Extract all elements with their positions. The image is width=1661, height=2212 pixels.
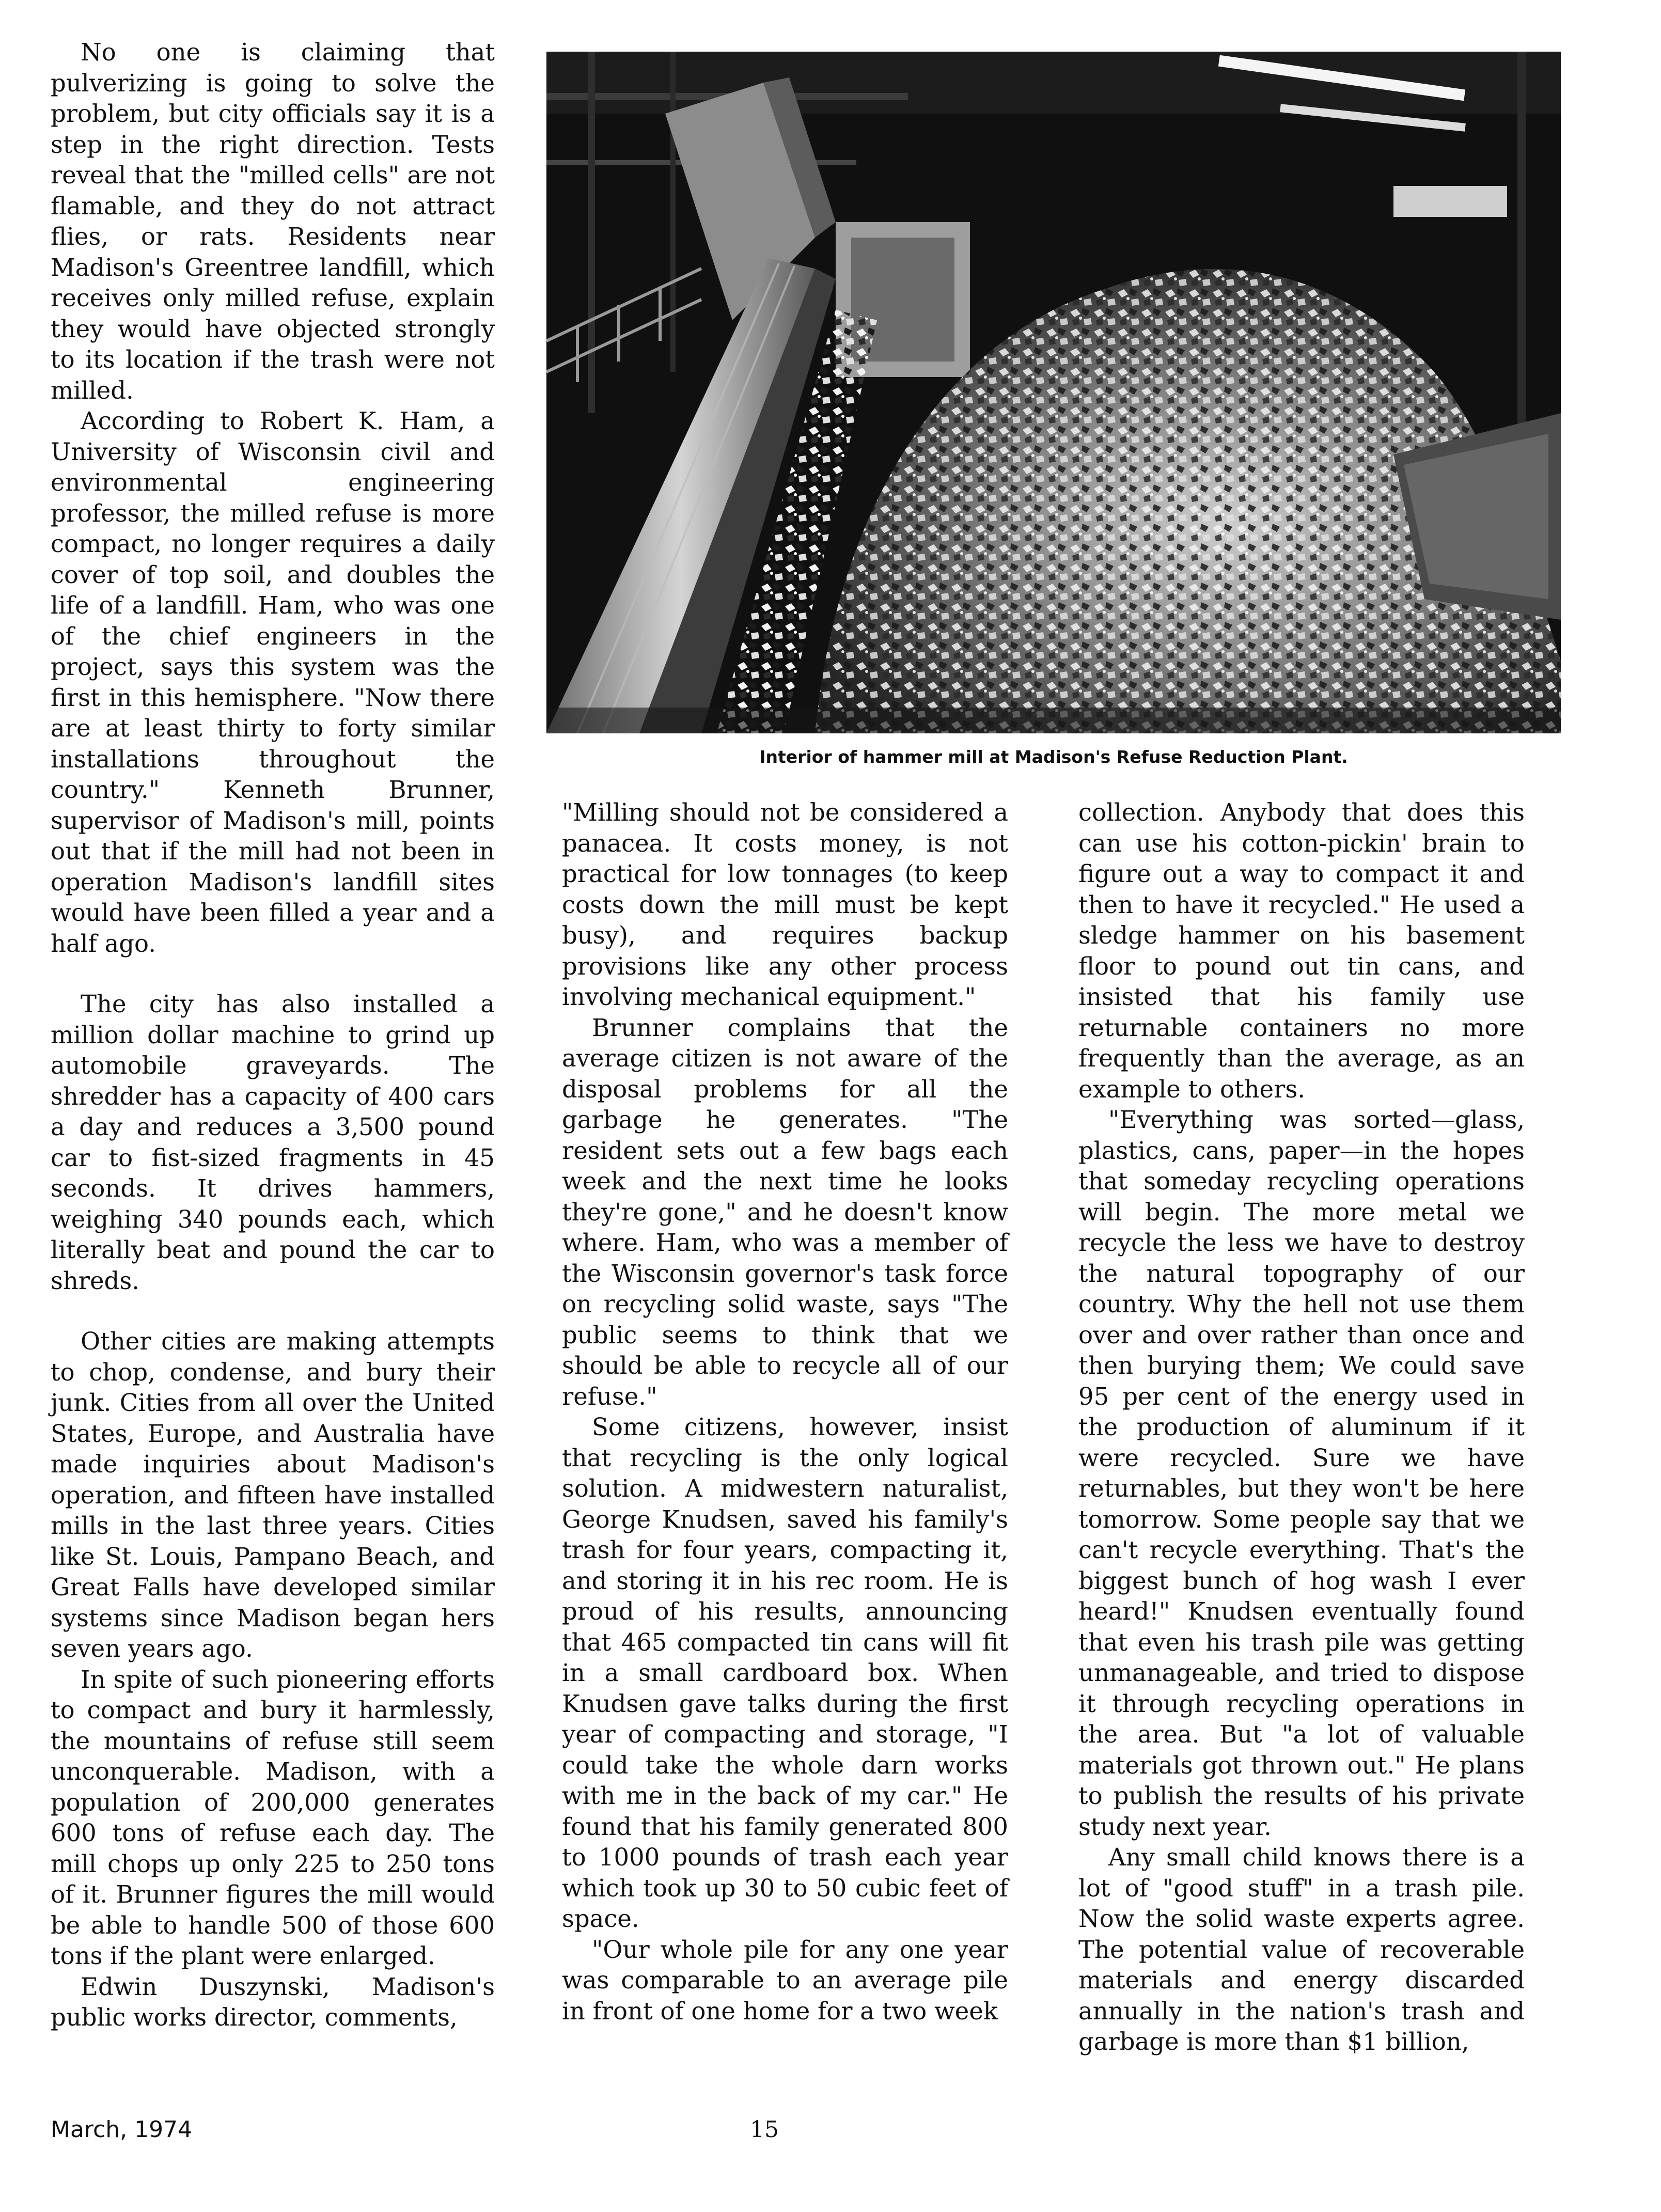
paragraph: Brunner complains that the average citizen is not aware of the disposal problems for all the garbage he generates. "The resident sets out a few bags each week and the next time he looks they're gone," and he doesn't know where. Ham, who was a member of the Wisconsin governor's task force on recycling solid waste, says "The public seems to think that we should be able to recycle all of our refuse.": [562, 1013, 1008, 1410]
page-number: 15: [750, 2116, 779, 2143]
paragraph: Other cities are making attempts to chop, condense, and bury their junk. Cities from all over the United States, Europe, and Australia have made inquiries about Madison's operation, and fifteen have installed mills in the last three years. Cities like St. Louis, Pampano Beach, and Great Falls have developed similar systems since Madison began hers seven years ago.: [51, 1327, 495, 1662]
paragraph: Any small child knows there is a lot of "good stuff" in a trash pile. Now the solid waste experts agree. The potential value of recoverable materials and energy discarded annually in the nation's trash and garbage is more than $1 billion,: [1078, 1843, 1525, 2056]
paragraph: "Our whole pile for any one year was comparable to an average pile in front of one home for a two week: [562, 1935, 1008, 2025]
paragraph: No one is claiming that pulverizing is going to solve the problem, but city officials say it is a step in the right direction. Tests reveal that the "milled cells" are not flamable, and they do not attract flies, or rats. Residents near Madison's Greentree landfill, which receives only milled refuse, explain they would have objected strongly to its location if the trash were not milled.: [51, 38, 495, 404]
paragraph: Some citizens, however, insist that recycling is the only logical solution. A midwestern naturalist, George Knudsen, saved his family's trash for four years, compacting it, and storing it in his rec room. He is proud of his results, announcing that 465 compacted tin cans will fit in a small cardboard box. When Knudsen gave talks during the first year of compacting and storage, "I could take the whole darn works with me in the back of my car." He found that his family generated 800 to 1000 pounds of trash each year which took up 30 to 50 cubic feet of space.: [562, 1413, 1008, 1933]
paragraph: "Everything was sorted—glass, plastics, cans, paper—in the hopes that someday recycling operations will begin. The more metal we recycle the less we have to destroy the natural topography of our country. Why the hell not use them over and over rather than once and then burying them; We could save 95 per cent of the energy used in the production of aluminum if it were recycled. Sure we have returnables, but they won't be here tomorrow. Some people say that we can't recycle everything. That's the biggest bunch of hog wash I ever heard!" Knudsen eventually found that even his trash pile was getting unmanageable, and tried to dispose it through recycling operations in the area. But "a lot of valuable materials got thrown out." He plans to publish the results of his private study next year.: [1078, 1106, 1525, 1841]
issue-date: March, 1974: [51, 2116, 193, 2143]
paragraph: In spite of such pioneering efforts to compact and bury it harmlessly, the mountains of refuse still seem unconquerable. Madison, with a population of 200,000 generates 600 tons of refuse each day. The mill chops up only 225 to 250 tons of it. Brunner figures the mill would be able to handle 500 of those 600 tons if the plant were enlarged.: [51, 1665, 495, 1970]
paragraph: The city has also installed a million dollar machine to grind up automobile graveyards. The shredder has a capacity of 400 cars a day and reduces a 3,500 pound car to fist-sized fragments in 45 seconds. It drives hammers, weighing 340 pounds each, which literally beat and pound the car to shreds.: [51, 990, 495, 1295]
article-column-3: [1078, 797, 1525, 2058]
photo-caption: Interior of hammer mill at Madison's Refuse Reduction Plant.: [759, 747, 1348, 767]
article-column-2: [562, 797, 1008, 2027]
paragraph: collection. Anybody that does this can use his cotton-pickin' brain to figure out a way to compact it and then to have it recycled." He used a sledge hammer on his basement floor to pound out tin cans, and insisted that his family use returnable containers no more frequently than the average, as an example to others.: [1078, 798, 1525, 1103]
hammer-mill-photo: [546, 52, 1561, 733]
article-column-1: [51, 37, 495, 2033]
paragraph: Edwin Duszynski, Madison's public works director, comments,: [51, 1972, 495, 2031]
paragraph: According to Robert K. Ham, a University of Wisconsin civil and environmental engineering professor, the milled refuse is more compact, no longer requires a daily cover of top soil, and doubles the life of a landfill. Ham, who was one of the chief engineers in the project, says this system was the first in this hemisphere. "Now there are at least thirty to forty similar installations throughout the country." Kenneth Brunner, supervisor of Madison's mill, points out that if the mill had not been in operation Madison's landfill sites would have been filled a year and a half ago.: [51, 407, 495, 958]
hammer-mill-photo-art: [546, 52, 1561, 733]
paragraph: "Milling should not be considered a panacea. It costs money, is not practical for low tonnages (to keep costs down the mill must be kept busy), and requires backup provisions like any other process involving mechanical equipment.": [562, 798, 1008, 1011]
